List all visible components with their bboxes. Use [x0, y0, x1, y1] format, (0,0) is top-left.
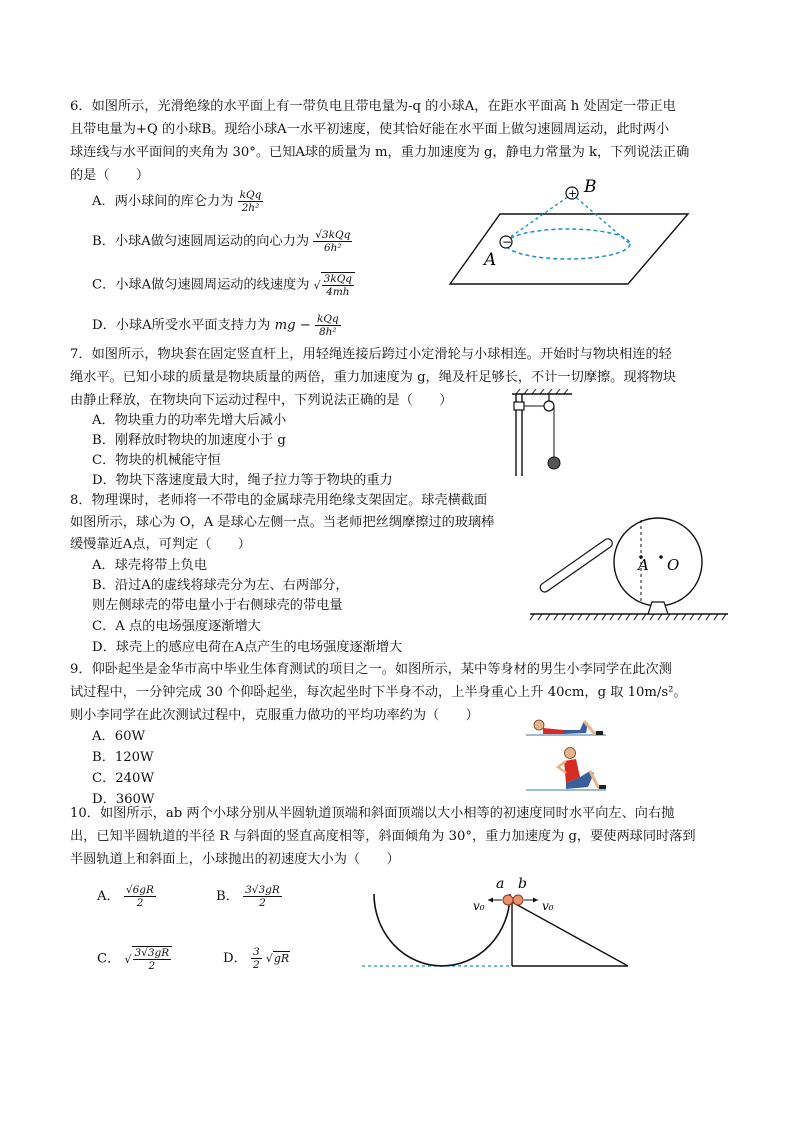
q10-option-d-coef-num: 3	[252, 946, 260, 958]
q6-option-b-text: B．小球A做匀速圆周运动的向心力为	[92, 234, 310, 249]
q10-option-c-label: C．	[97, 951, 121, 967]
q6-minus-sign: −	[502, 235, 513, 249]
q10-line-1: 10．如图所示，ab 两个小球分别从半圆轨道顶端和斜面顶端以大小相等的初速度同时水平向左、向右抛	[70, 806, 675, 821]
q10-option-a-num: √6gR	[125, 884, 154, 896]
q6-label-a: A	[484, 250, 497, 270]
q10-option-d-coef	[251, 946, 262, 971]
q6-label-b: B	[584, 177, 597, 197]
q7-line-2: 绳水平。已知小球的质量是物块质量的两倍，重力加速度为 g，绳及杆足够长，不计一切摩擦。现将物块	[70, 370, 677, 385]
q10-option-b-label: B．	[216, 889, 239, 904]
q10-option-a-den: 2	[136, 897, 144, 909]
q6-plane	[450, 214, 688, 284]
q8-label-o: O	[667, 556, 680, 574]
q10-label-b: b	[518, 876, 527, 892]
q8-line-1: 8．物理课时，老师将一不带电的金属球壳用绝缘支架固定。球壳横截面	[70, 493, 488, 508]
q6-line-3: 球连线与水平面间的夹角为 30°。已知A球的质量为 m，重力加速度为 g，静电力常量为 k，下列说法正确	[70, 145, 690, 160]
q10-option-b-den: 2	[259, 897, 266, 909]
q10-option-c-num: 3√3gR	[134, 947, 170, 959]
q10-option-a	[97, 884, 156, 909]
q7-pulley	[544, 401, 554, 411]
q6-plus-sign: +	[568, 187, 578, 200]
q6-orbit	[506, 229, 630, 259]
q9-line-2: 试过程中，一分钟完成 30 个仰卧起坐，每次起坐时下半身不动，上半身重心上升 40cm，g 取 10m/s²。	[70, 685, 687, 700]
q8-option-a: A．球壳将带上负电	[92, 558, 208, 573]
q8-metal-shell	[614, 518, 702, 606]
q10-option-d-root-value: gR	[273, 952, 290, 965]
q10-arrow-right-head	[533, 898, 538, 903]
q7-line-1: 7．如图所示，物块套在固定竖直杆上，用轻绳连接后跨过小定滑轮与小球相连。开始时与物块相连的轻	[70, 347, 672, 362]
q6-option-a-fraction	[238, 189, 264, 214]
q6-option-d-den: 8h²	[318, 326, 337, 338]
q9-option-b: B．120W	[92, 750, 154, 765]
q6-option-d-num: kQq	[316, 313, 339, 325]
q9-person-sitting	[558, 748, 606, 790]
q10-option-b	[216, 884, 282, 909]
q10-option-d	[223, 946, 290, 971]
q9-line-1: 9．仰卧起坐是金华市高中毕业生体育测试的项目之一。如图所示，某中等身材的男生小李同学在此次测	[70, 662, 672, 677]
q10-option-a-fraction	[124, 884, 156, 909]
q10-label-v0-right: v₀	[542, 899, 554, 913]
q6-option-c-root: √ $\frac{\text{3kQq}}{4mh}$	[314, 279, 355, 292]
q10-option-b-fraction	[243, 884, 282, 909]
q8-option-b-1: B．沿过A的虚线将球壳分为左、右两部分，	[92, 578, 349, 593]
q10-option-a-label: A．	[97, 889, 120, 904]
q10-ball-a	[503, 895, 513, 905]
q6-line-2: 且带电量为+Q 的小球B。现给小球A一水平初速度，使其恰好能在水平面上做匀速圆周运动，此时两小	[70, 122, 670, 137]
q10-incline-slope	[512, 902, 628, 966]
q10-label-v0-left: v₀	[473, 899, 485, 913]
q10-semicircle-track	[374, 894, 510, 966]
q10-option-d-label: D．	[223, 951, 247, 966]
q6-line-4: 的是（ ）	[70, 168, 150, 183]
q10-option-c-den: 2	[148, 960, 156, 972]
q7-option-d: D．物块下落速度最大时，绳子拉力等于物块的重力	[92, 473, 393, 488]
q8-point-o	[659, 555, 663, 559]
q7-line-3: 由静止释放，在物块向下运动过程中，下列说法正确的是（ ）	[70, 393, 453, 408]
q7-option-b: B．刚释放时物块的加速度小于 g	[92, 433, 286, 448]
q6-line-1: 6．如图所示，光滑绝缘的水平面上有一带负电且带电量为-q 的小球A，在距水平面高 h 处固定一带正电	[70, 99, 676, 114]
q6-option-c-text: C．小球A做匀速圆周运动的线速度为	[92, 277, 310, 293]
q6-option-d-fraction	[315, 313, 341, 338]
q8-label-a: A	[638, 556, 649, 574]
q9-option-d: D．360W	[92, 792, 155, 807]
q6-option-c-den: 4mh	[326, 286, 350, 298]
q6-option-b-den: 6h²	[323, 242, 342, 254]
q10-option-d-root: √gR	[265, 952, 290, 965]
q10-option-b-num: 3√3gR	[245, 884, 280, 896]
q6-option-d-text: D．小球A所受水平面支持力为	[92, 318, 271, 333]
q7-ceiling-hatch	[516, 389, 568, 394]
q10-ball-b	[513, 895, 523, 905]
q8-figure	[530, 510, 736, 626]
q8-option-d: D．球壳上的感应电荷在A点产生的电场强度逐渐增大	[92, 640, 403, 655]
q8-option-c: C．A 点的电场强度逐渐增大	[92, 619, 261, 634]
q10-line-2: 出，已知半圆轨道的半径 R 与斜面的竖直高度相等，斜面倾角为 30°，重力加速度为 g，要使两球同时落到	[70, 829, 696, 844]
q8-ground-hatch	[530, 614, 726, 620]
q10-option-c-root: √ $\frac{3√3gR}{2}$	[124, 953, 172, 966]
q6-option-a-text: A．两小球间的库仑力为	[92, 194, 234, 209]
q6-option-c-fraction	[322, 273, 354, 298]
q6-option-a-num: kQq	[239, 189, 262, 201]
q6-option-c	[92, 272, 355, 298]
q9-option-a: A．60W	[92, 729, 146, 744]
q6-option-a-den: 2h²	[241, 202, 260, 214]
q10-option-c-fraction	[133, 947, 172, 972]
q6-option-a	[92, 189, 263, 214]
q6-option-b-fraction	[313, 229, 352, 254]
q6-option-b	[92, 229, 352, 254]
q7-option-a: A．物块重力的功率先增大后减小	[92, 413, 287, 428]
q8-glass-rod	[538, 537, 614, 594]
q6-option-d-mg: mg −	[274, 318, 311, 333]
q8-insulating-stand	[648, 602, 668, 614]
q6-option-c-num: 3kQq	[323, 273, 353, 285]
q10-option-d-coef-den: 2	[252, 959, 260, 971]
q9-option-c: C．240W	[92, 771, 155, 786]
q6-connecting-line	[506, 194, 572, 240]
q6-option-b-num: √3kQq	[315, 229, 351, 241]
q10-option-c	[97, 946, 172, 972]
q10-line-3: 半圆轨道上和斜面上，小球抛出的初速度大小为（ ）	[70, 852, 400, 867]
q8-line-2: 如图所示，球心为 O，A 是球心左侧一点。当老师把丝绸摩擦过的玻璃棒	[70, 515, 495, 530]
q7-block	[514, 402, 524, 410]
q8-line-3: 缓慢靠近A点，可判定（ ）	[70, 537, 251, 552]
q8-option-b-2: 则左侧球壳的带电量小于右侧球壳的带电量	[92, 598, 343, 613]
q7-option-c: C．物块的机械能守恒	[92, 453, 221, 468]
q9-line-3: 则小李同学在此次测试过程中，克服重力做功的平均功率约为（ ）	[70, 708, 479, 723]
q10-figure	[362, 874, 634, 972]
q10-label-a: a	[496, 876, 505, 892]
q6-figure	[440, 172, 700, 292]
q9-figure	[526, 703, 610, 795]
q6-option-d	[92, 313, 341, 338]
q10-arrow-left-head	[488, 898, 493, 903]
q7-ball	[548, 457, 560, 469]
q9-person-lying	[534, 720, 603, 735]
q7-figure	[506, 388, 586, 480]
